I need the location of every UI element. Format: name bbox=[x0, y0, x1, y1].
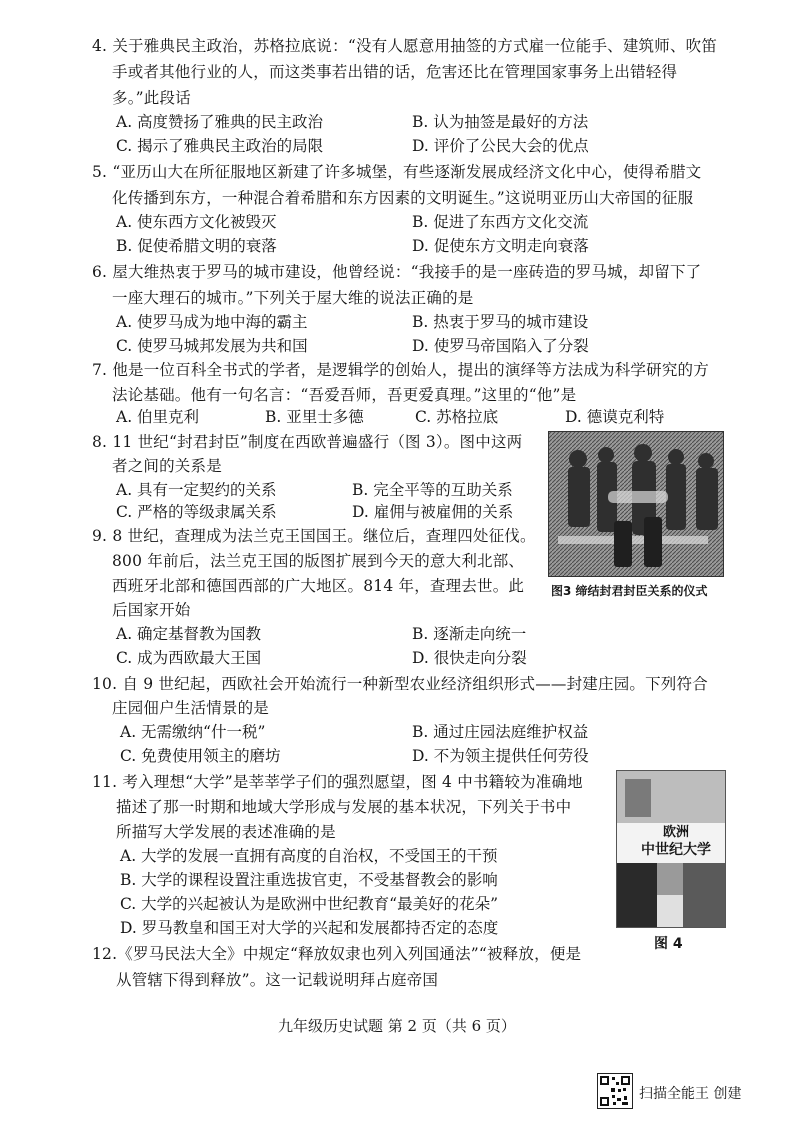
figure-3-image bbox=[548, 431, 724, 577]
option-c: C. 免费使用领主的磨坊 bbox=[120, 747, 281, 765]
option-a: A. 高度赞扬了雅典的民主政治 bbox=[116, 113, 324, 131]
option-d: D. 使罗马帝国陷入了分裂 bbox=[412, 337, 589, 355]
option-b: B. 大学的课程设置注重选拔官吏，不受基督教会的影响 bbox=[120, 871, 498, 889]
question-4-line-3: 多。”此段话 bbox=[112, 89, 191, 107]
option-c: C. 大学的兴起被认为是欧洲中世纪教育“最美好的花朵” bbox=[120, 895, 499, 913]
option-b: B. 通过庄园法庭维护权益 bbox=[412, 723, 589, 741]
question-9-line-4: 后国家开始 bbox=[112, 601, 191, 619]
question-10-line-2: 庄园佃户生活情景的是 bbox=[112, 699, 270, 717]
option-c: C. 苏格拉底 bbox=[415, 408, 499, 426]
option-b: B. 完全平等的互助关系 bbox=[352, 481, 513, 499]
question-9-line-3: 西班牙北部和德国西部的广大地区。814 年，查理去世。此 bbox=[112, 577, 525, 595]
page-footer: 九年级历史试题 第 2 页（共 6 页） bbox=[278, 1017, 516, 1035]
question-4-line-1: 4. 关于雅典民主政治，苏格拉底说：“没有人愿意用抽签的方式雇一位能手、建筑师、吹笛 bbox=[92, 37, 718, 55]
cover-image-block-right bbox=[683, 863, 725, 927]
scanner-watermark: 扫描全能王 创建 bbox=[639, 1086, 742, 1102]
option-a: A. 无需缴纳“什一税” bbox=[120, 723, 266, 741]
question-7-line-1: 7. 他是一位百科全书式的学者，是逻辑学的创始人，提出的演绎等方法成为科学研究的方 bbox=[92, 361, 709, 379]
question-12-line-1: 12.《罗马民法大全》中规定“释放奴隶也列入列国通法”“被释放，便是 bbox=[92, 945, 582, 963]
option-c: B. 促使希腊文明的衰落 bbox=[116, 237, 277, 255]
cover-decoration bbox=[625, 779, 651, 817]
question-6-line-1: 6. 屋大维热衷于罗马的城市建设，他曾经说：“我接手的是一座砖造的罗马城，却留下了 bbox=[92, 263, 702, 281]
option-d: D. 很快走向分裂 bbox=[412, 649, 527, 667]
option-d: D. 雇佣与被雇佣的关系 bbox=[352, 503, 514, 521]
question-8-line-2: 者之间的关系是 bbox=[112, 457, 222, 475]
question-5-line-2: 化传播到东方，一种混合着希腊和东方因素的文明诞生。”这说明亚历山大帝国的征服 bbox=[112, 189, 694, 207]
option-a: A. 大学的发展一直拥有高度的自治权，不受国王的干预 bbox=[120, 847, 498, 865]
option-d: D. 德谟克利特 bbox=[565, 408, 665, 426]
cover-title-line-1: 欧洲 bbox=[663, 825, 690, 840]
option-c: C. 揭示了雅典民主政治的局限 bbox=[116, 137, 324, 155]
question-5-line-1: 5. “亚历山大在所征服地区新建了许多城堡，有些逐渐发展成经济文化中心，使得希腊文 bbox=[92, 163, 702, 181]
option-c: C. 严格的等级隶属关系 bbox=[116, 503, 277, 521]
option-a: A. 伯里克利 bbox=[116, 408, 200, 426]
cover-image-block-mid bbox=[657, 863, 683, 895]
question-11-line-1: 11. 考入理想“大学”是莘莘学子们的强烈愿望，图 4 中书籍较为准确地 bbox=[92, 773, 583, 791]
question-10-line-1: 10. 自 9 世纪起，西欧社会开始流行一种新型农业经济组织形式——封建庄园。下列符合 bbox=[92, 675, 708, 693]
option-c: C. 成为西欧最大王国 bbox=[116, 649, 262, 667]
option-a: A. 确定基督教为国教 bbox=[116, 625, 262, 643]
question-12-line-2: 从管辖下得到释放”。这一记载说明拜占庭帝国 bbox=[116, 971, 439, 989]
figure-4-book-cover bbox=[616, 770, 726, 928]
option-b: B. 逐渐走向统一 bbox=[412, 625, 527, 643]
option-d: D. 罗马教皇和国王对大学的兴起和发展都持否定的态度 bbox=[120, 919, 499, 937]
question-7-line-2: 法论基础。他有一句名言：“吾爱吾师，吾更爱真理。”这里的“他”是 bbox=[112, 386, 577, 404]
option-b: B. 促进了东西方文化交流 bbox=[412, 213, 589, 231]
option-b: B. 认为抽签是最好的方法 bbox=[412, 113, 589, 131]
option-d: D. 评价了公民大会的优点 bbox=[412, 137, 589, 155]
option-b: B. 亚里士多德 bbox=[265, 408, 364, 426]
qr-code-icon bbox=[597, 1073, 633, 1109]
question-11-line-3: 所描写大学发展的表述准确的是 bbox=[116, 823, 336, 841]
figure-4-caption: 图 4 bbox=[654, 936, 683, 952]
question-11-line-2: 描述了那一时期和地域大学形成与发展的基本状况，下列关于书中 bbox=[116, 798, 572, 816]
option-b: B. 热衷于罗马的城市建设 bbox=[412, 313, 589, 331]
question-9-line-2: 800 年前后，法兰克王国的版图扩展到今天的意大利北部、 bbox=[112, 552, 525, 570]
cover-title-line-2: 中世纪大学 bbox=[641, 842, 711, 858]
question-9-line-1: 9. 8 世纪，查理成为法兰克王国国王。继位后，查理四处征伐。 bbox=[92, 527, 536, 545]
question-8-line-1: 8. 11 世纪“封君封臣”制度在西欧普遍盛行（图 3）。图中这两 bbox=[92, 433, 523, 451]
figure-3-caption: 图3 缔结封君封臣关系的仪式 bbox=[551, 584, 708, 598]
option-a: A. 具有一定契约的关系 bbox=[116, 481, 277, 499]
cover-image-block-left bbox=[617, 863, 657, 927]
option-c: C. 使罗马城邦发展为共和国 bbox=[116, 337, 308, 355]
option-d: D. 促使东方文明走向衰落 bbox=[412, 237, 589, 255]
question-6-line-2: 一座大理石的城市。”下列关于屋大维的说法正确的是 bbox=[112, 289, 474, 307]
option-d: D. 不为领主提供任何劳役 bbox=[412, 747, 589, 765]
cover-image-block-light bbox=[657, 895, 683, 927]
option-a: A. 使东西方文化被毁灭 bbox=[116, 213, 277, 231]
figure-3-illustration bbox=[548, 431, 724, 577]
option-a: A. 使罗马成为地中海的霸主 bbox=[116, 313, 308, 331]
question-4-line-2: 手或者其他行业的人，而这类事若出错的话，危害还比在管理国家事务上出错轻得 bbox=[112, 63, 678, 81]
